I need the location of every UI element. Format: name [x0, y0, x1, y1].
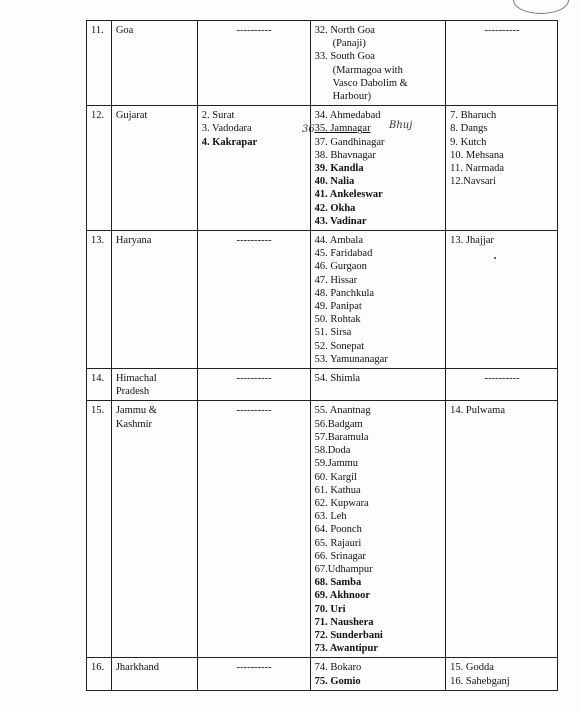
- district-entry: 59.Jammu: [314, 458, 359, 470]
- district-entry: 71. Naushera: [314, 616, 374, 628]
- column-b-cell: [310, 231, 446, 369]
- table-row: [87, 106, 558, 231]
- districts-table: [86, 20, 558, 691]
- district-entry: Harbour): [332, 91, 372, 103]
- district-entry: 57.Baramula: [314, 431, 369, 443]
- district-entry: 55. Anantnag: [314, 405, 371, 417]
- district-entry: 46. Gurgaon: [314, 261, 367, 273]
- column-a-cell: [197, 401, 310, 658]
- state-name-line: Haryana: [115, 235, 152, 247]
- district-entry: 42. Okha: [314, 202, 356, 214]
- empty-dash-placeholder: ----------: [236, 373, 272, 385]
- state-name-line: Kashmir: [115, 418, 153, 430]
- district-entry: 35. Jamnagar: [314, 123, 371, 135]
- district-entry: 43. Vadinar: [314, 215, 367, 227]
- district-entry: 8. Dangs: [450, 123, 488, 135]
- table-row: [87, 231, 558, 369]
- district-entry: 33. South Goa: [314, 51, 375, 63]
- district-entry: 15. Godda: [450, 662, 494, 674]
- handwritten-note-36: 36: [302, 124, 315, 135]
- district-entry: 3. Vadodara: [201, 123, 252, 135]
- district-entry: 32. North Goa: [314, 25, 375, 36]
- district-entry: 60. Kargil: [314, 471, 357, 483]
- district-entry: 34. Ahmedabad: [314, 110, 381, 122]
- district-entry: (Panaji): [332, 38, 366, 50]
- state-name-cell: [111, 658, 197, 690]
- district-entry: 73. Awantipur: [314, 643, 378, 655]
- district-entry: 38. Bhavnagar: [314, 149, 376, 161]
- district-entry: 53. Yamunanagar: [314, 353, 388, 365]
- district-entry: 12.Navsari: [450, 176, 496, 188]
- district-entry: 67.Udhampur: [314, 563, 373, 575]
- table-row: [87, 21, 558, 106]
- serial-number-cell: 14.: [87, 369, 112, 401]
- district-entry: 49. Panipat: [314, 301, 362, 313]
- district-entry: 51. Sirsa: [314, 327, 352, 339]
- empty-dash-placeholder: ----------: [236, 235, 272, 247]
- district-entry: 58.Doda: [314, 445, 351, 457]
- state-name-cell: [111, 106, 197, 231]
- state-name-cell: [111, 231, 197, 369]
- column-b-cell: [310, 21, 446, 106]
- state-name-line: Gujarat: [115, 110, 148, 122]
- district-entry: 13. Jhajjar: [450, 235, 494, 247]
- table-row: [87, 401, 558, 658]
- district-entry: 40. Nalia: [314, 176, 355, 188]
- column-c-cell: [446, 401, 558, 658]
- column-a-cell: [197, 369, 310, 401]
- column-a-cell: [197, 106, 310, 231]
- district-entry: 37. Gandhinagar: [314, 136, 385, 148]
- district-entry: 72. Sunderbani: [314, 629, 383, 641]
- state-name-cell: [111, 401, 197, 658]
- district-entry: 10. Mehsana: [450, 149, 504, 161]
- district-entry: 44. Ambala: [314, 235, 363, 247]
- column-b-cell: [310, 658, 446, 690]
- district-entry: Vasco Dabolim &: [332, 77, 408, 89]
- column-c-cell: [446, 106, 558, 231]
- empty-dash-placeholder: ----------: [236, 25, 272, 36]
- column-a-cell: [197, 658, 310, 690]
- state-name-line: Pradesh: [115, 386, 150, 398]
- district-entry: 16. Sahebganj: [450, 675, 510, 687]
- district-entry: 74. Bokaro: [314, 662, 362, 674]
- empty-dash-placeholder: ----------: [484, 373, 520, 385]
- district-entry: 41. Ankeleswar: [314, 189, 383, 201]
- district-entry: 2. Surat: [201, 110, 235, 122]
- state-name-line: Goa: [115, 25, 134, 36]
- district-entry: 9. Kutch: [450, 136, 487, 148]
- serial-number-cell: 13.: [87, 231, 112, 369]
- empty-dash-placeholder: ----------: [236, 662, 272, 674]
- column-c-cell: [446, 21, 558, 106]
- district-entry: 48. Panchkula: [314, 287, 375, 299]
- district-entry: (Marmagoa with: [332, 64, 403, 76]
- page-corner-stamp: [513, 0, 569, 14]
- serial-number-cell: 16.: [87, 658, 112, 690]
- district-entry: 4. Kakrapar: [201, 136, 258, 148]
- ink-dot: [494, 257, 496, 259]
- table-row: [87, 369, 558, 401]
- column-b-cell: [310, 106, 446, 231]
- column-c-cell: [446, 658, 558, 690]
- district-entry: 56.Badgam: [314, 418, 363, 430]
- state-name-cell: [111, 369, 197, 401]
- districts-table-body: [87, 21, 558, 691]
- district-entry: 39. Kandla: [314, 163, 364, 175]
- column-c-cell: [446, 231, 558, 369]
- state-name-line: Jammu &: [115, 405, 157, 417]
- district-entry: 14. Pulwama: [450, 405, 505, 417]
- district-entry: 54. Shimla: [314, 373, 361, 385]
- district-entry: 50. Rohtak: [314, 314, 361, 326]
- serial-number-cell: 15.: [87, 401, 112, 658]
- column-c-cell: [446, 369, 558, 401]
- district-entry: 75. Gomio: [314, 675, 361, 687]
- column-a-cell: [197, 21, 310, 106]
- district-entry: 65. Rajauri: [314, 537, 362, 549]
- district-entry: 11. Narmada: [450, 163, 505, 175]
- empty-dash-placeholder: ----------: [484, 25, 520, 36]
- district-entry: 62. Kupwara: [314, 497, 369, 509]
- district-entry: 61. Kathua: [314, 484, 361, 496]
- column-b-cell: [310, 401, 446, 658]
- serial-number-cell: 12.: [87, 106, 112, 231]
- district-entry: 64. Poonch: [314, 524, 362, 536]
- district-entry: 68. Samba: [314, 577, 362, 589]
- district-entry: 66. Srinagar: [314, 550, 366, 562]
- table-row: [87, 658, 558, 690]
- column-b-cell: [310, 369, 446, 401]
- district-entry: 70. Uri: [314, 603, 346, 615]
- state-name-line: Jharkhand: [115, 662, 159, 674]
- handwritten-note-bhuj: Bhuj: [389, 120, 413, 131]
- state-name-line: Himachal: [115, 373, 157, 385]
- district-entry: 47. Hissar: [314, 274, 358, 286]
- state-name-cell: [111, 21, 197, 106]
- serial-number-cell: 11.: [87, 21, 112, 106]
- district-entry: 69. Akhnoor: [314, 590, 371, 602]
- district-entry: 45. Faridabad: [314, 248, 373, 260]
- district-entry: 63. Leh: [314, 511, 347, 523]
- empty-dash-placeholder: ----------: [236, 405, 272, 417]
- column-a-cell: [197, 231, 310, 369]
- district-entry: 7. Bharuch: [450, 110, 497, 122]
- district-entry: 52. Sonepat: [314, 340, 365, 352]
